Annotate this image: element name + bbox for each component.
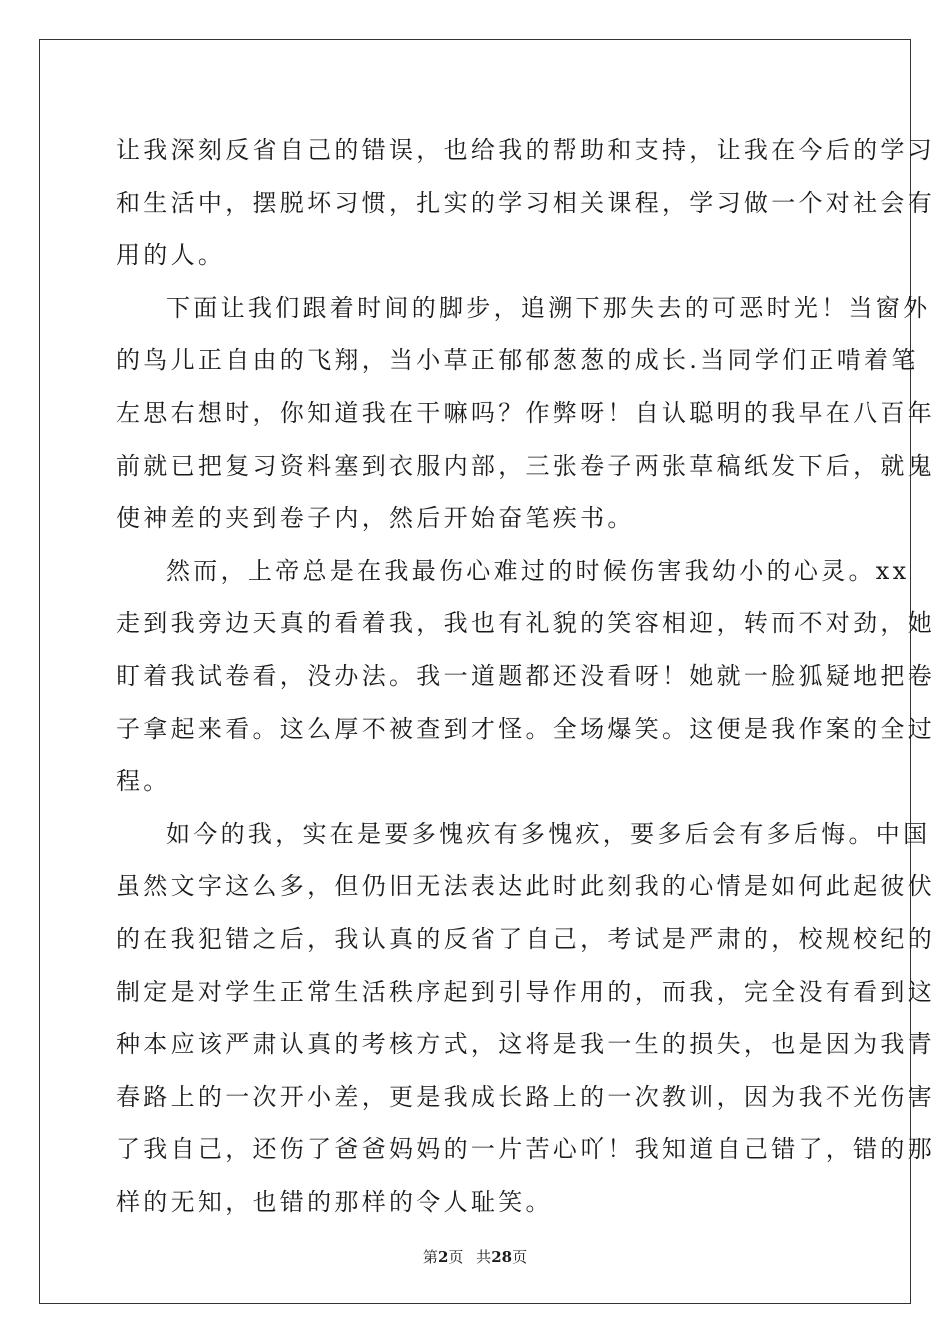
total-prefix: 共 <box>476 1248 492 1266</box>
text-line: 左思右想时，你知道我在干嘛吗？作弊呀！自认聪明的我早在八百年 <box>116 398 935 427</box>
text-line: 的鸟儿正自由的飞翔，当小草正郁郁葱葱的成长.当同学们正啃着笔 <box>116 346 919 375</box>
text-line: 样的无知，也错的那样的令人耻笑。 <box>116 1187 553 1216</box>
text-line: 然而，上帝总是在我最伤心难过的时候伤害我幼小的心灵。xx <box>166 556 910 585</box>
text-line: 程。 <box>116 767 171 796</box>
text-line: 用的人。 <box>116 241 226 270</box>
text-line: 前就已把复习资料塞到衣服内部，三张卷子两张草稿纸发下后，就鬼 <box>116 451 935 480</box>
total-indicator <box>476 1248 527 1266</box>
document-body <box>116 124 935 1228</box>
text-line: 使神差的夹到卷子内，然后开始奋笔疾书。 <box>116 504 635 533</box>
page-indicator <box>423 1248 463 1266</box>
text-line: 盯着我试卷看，没办法。我一道题都还没看呀！她就一脸狐疑地把卷 <box>116 661 935 690</box>
page-number: 2 <box>437 1248 449 1266</box>
page-prefix: 第 <box>422 1248 438 1266</box>
text-line: 子拿起来看。这么厚不被查到才怪。全场爆笑。这便是我作案的全过 <box>116 714 935 743</box>
page-footer <box>0 1246 950 1267</box>
text-line: 如今的我，实在是要多愧疚有多愧疚，要多后会有多后悔。中国 <box>166 819 931 848</box>
text-line: 种本应该严肃认真的考核方式，这将是我一生的损失，也是因为我青 <box>116 1030 935 1059</box>
text-line: 和生活中，摆脱坏习惯，扎实的学习相关课程，学习做一个对社会有 <box>116 188 935 217</box>
text-line: 下面让我们跟着时间的脚步，追溯下那失去的可恶时光！当窗外 <box>166 293 931 322</box>
total-suffix: 页 <box>512 1248 528 1266</box>
total-pages: 28 <box>491 1248 513 1266</box>
page-suffix: 页 <box>448 1248 464 1266</box>
text-line: 让我深刻反省自己的错误，也给我的帮助和支持，让我在今后的学习 <box>116 136 935 164</box>
text-line: 制定是对学生正常生活秩序起到引导作用的，而我，完全没有看到这 <box>116 977 935 1006</box>
text-line: 的在我犯错之后，我认真的反省了自己，考试是严肃的，校规校纪的 <box>116 924 935 953</box>
text-line: 了我自己，还伤了爸爸妈妈的一片苦心吖！我知道自己错了，错的那 <box>116 1135 935 1164</box>
text-line: 春路上的一次开小差，更是我成长路上的一次教训，因为我不光伤害 <box>116 1082 935 1111</box>
text-line: 虽然文字这么多，但仍旧无法表达此时此刻我的心情是如何此起彼伏 <box>116 872 935 901</box>
text-line: 走到我旁边天真的看着我，我也有礼貌的笑容相迎，转而不对劲，她 <box>116 609 935 638</box>
